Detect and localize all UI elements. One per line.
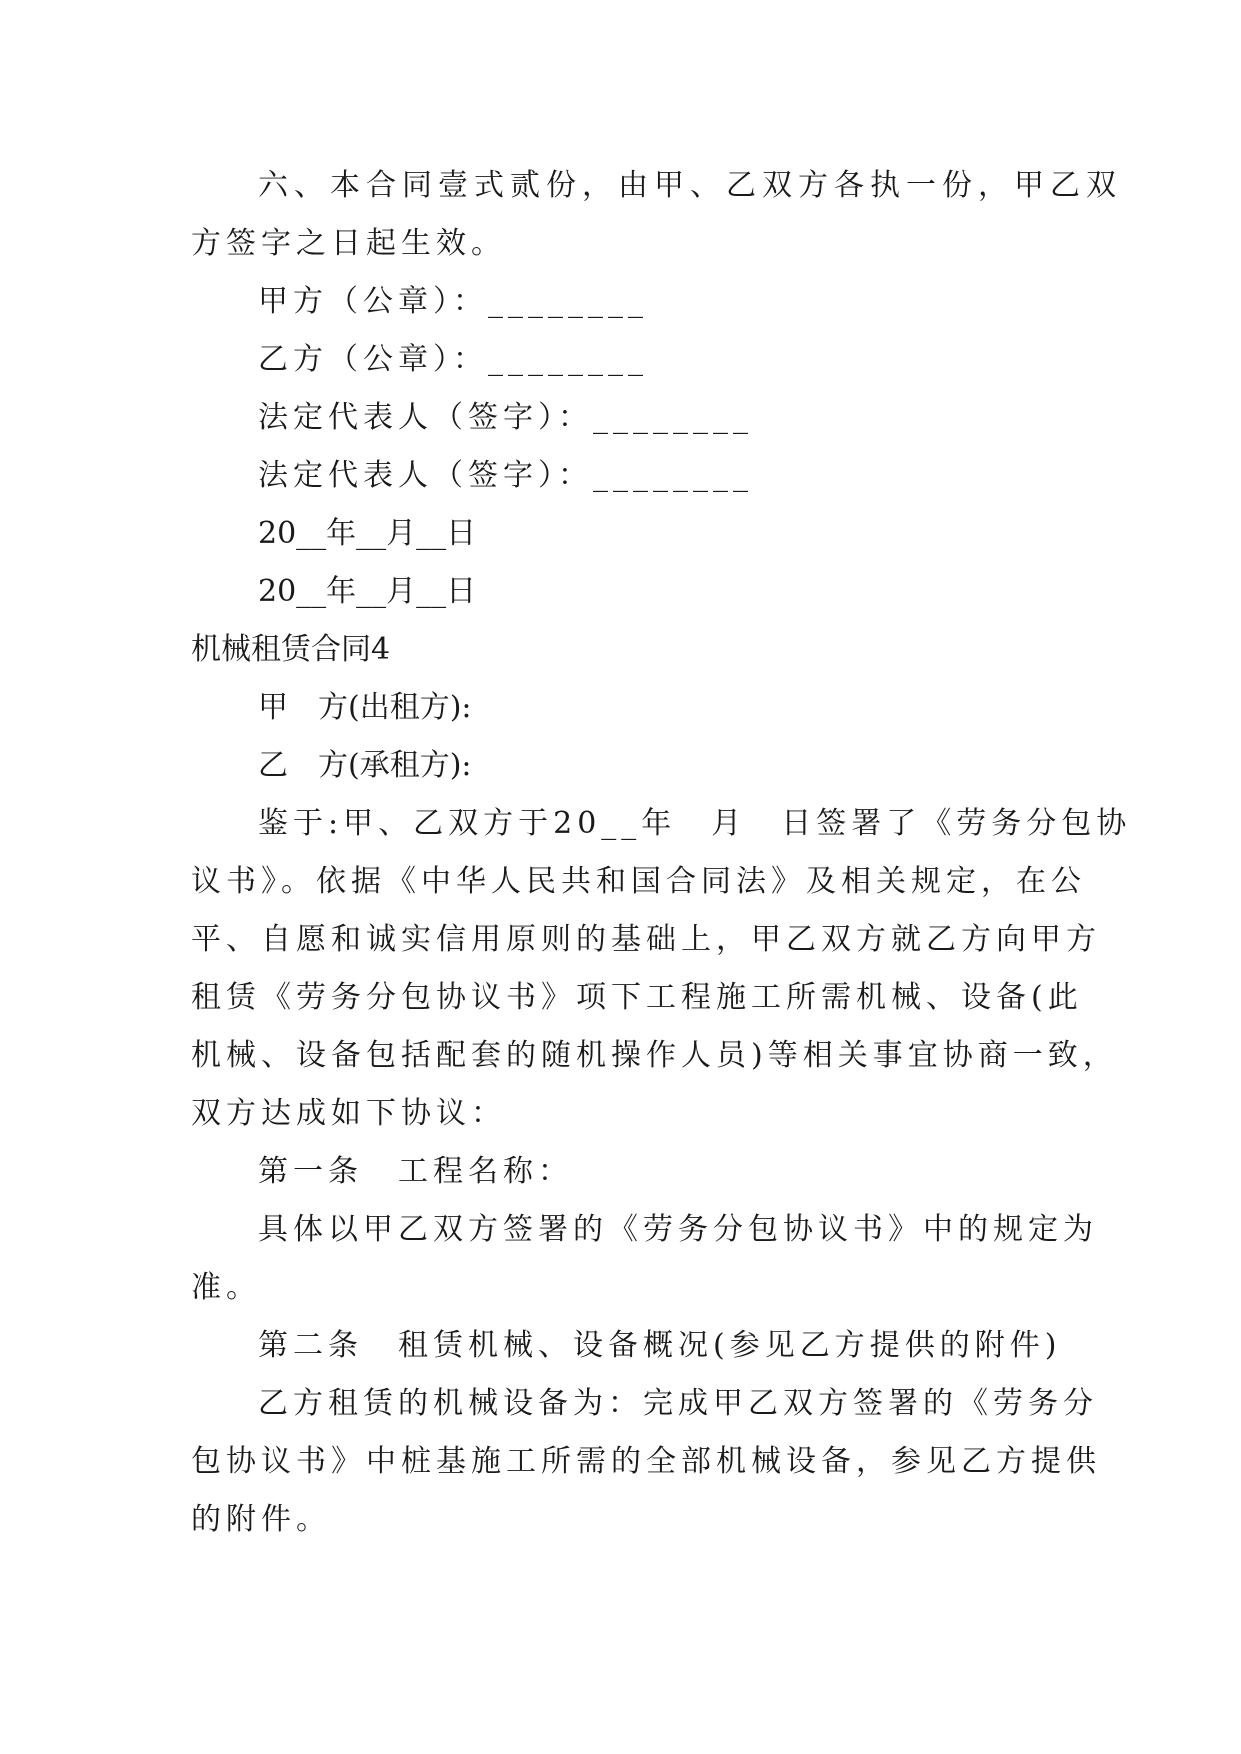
preamble-line-1: 鉴于:甲、乙双方于20__年 月 日签署了《劳务分包协 (258, 806, 1132, 841)
date-line-1: 20__年__月__日 (258, 516, 477, 551)
clause-six-line-1: 六、本合同壹式贰份，由甲、乙双方各执一份，甲乙双 (258, 168, 1122, 203)
preamble-line-4: 租赁《劳务分包协议书》项下工程施工所需机械、设备(此 (191, 980, 1083, 1015)
preamble-line-2: 议书》。依据《中华人民共和国合同法》及相关规定，在公 (191, 864, 1086, 899)
article-one-body-line-1: 具体以甲乙双方签署的《劳务分包协议书》中的规定为 (258, 1212, 1098, 1247)
party-b-seal-line: 乙方（公章）：________ (258, 342, 648, 377)
article-two-heading: 第二条 租赁机械、设备概况(参见乙方提供的附件) (258, 1328, 1062, 1363)
article-two-body-line-2: 包协议书》中桩基施工所需的全部机械设备，参见乙方提供 (191, 1444, 1101, 1479)
article-one-body-line-2: 准。 (191, 1270, 261, 1305)
date-line-2: 20__年__月__日 (258, 574, 477, 609)
article-one-heading: 第一条 工程名称： (258, 1154, 573, 1189)
party-a-seal-line: 甲方（公章）：________ (258, 284, 648, 319)
preamble-line-6: 双方达成如下协议： (191, 1096, 506, 1131)
party-a-lessor: 甲 方(出租方): (258, 690, 472, 725)
legal-rep-signature-line-2: 法定代表人（签字）：________ (258, 458, 753, 493)
legal-rep-signature-line-1: 法定代表人（签字）：________ (258, 400, 753, 435)
clause-six-line-2: 方签字之日起生效。 (191, 226, 506, 261)
party-b-lessee: 乙 方(承租方): (258, 748, 472, 783)
preamble-line-5: 机械、设备包括配套的随机操作人员)等相关事宜协商一致， (191, 1038, 1118, 1073)
article-two-body-line-1: 乙方租赁的机械设备为：完成甲乙双方签署的《劳务分 (258, 1386, 1098, 1421)
article-two-body-line-3: 的附件。 (191, 1502, 331, 1537)
contract-title: 机械租赁合同4 (191, 632, 391, 667)
preamble-line-3: 平、自愿和诚实信用原则的基础上，甲乙双方就乙方向甲方 (191, 922, 1101, 957)
